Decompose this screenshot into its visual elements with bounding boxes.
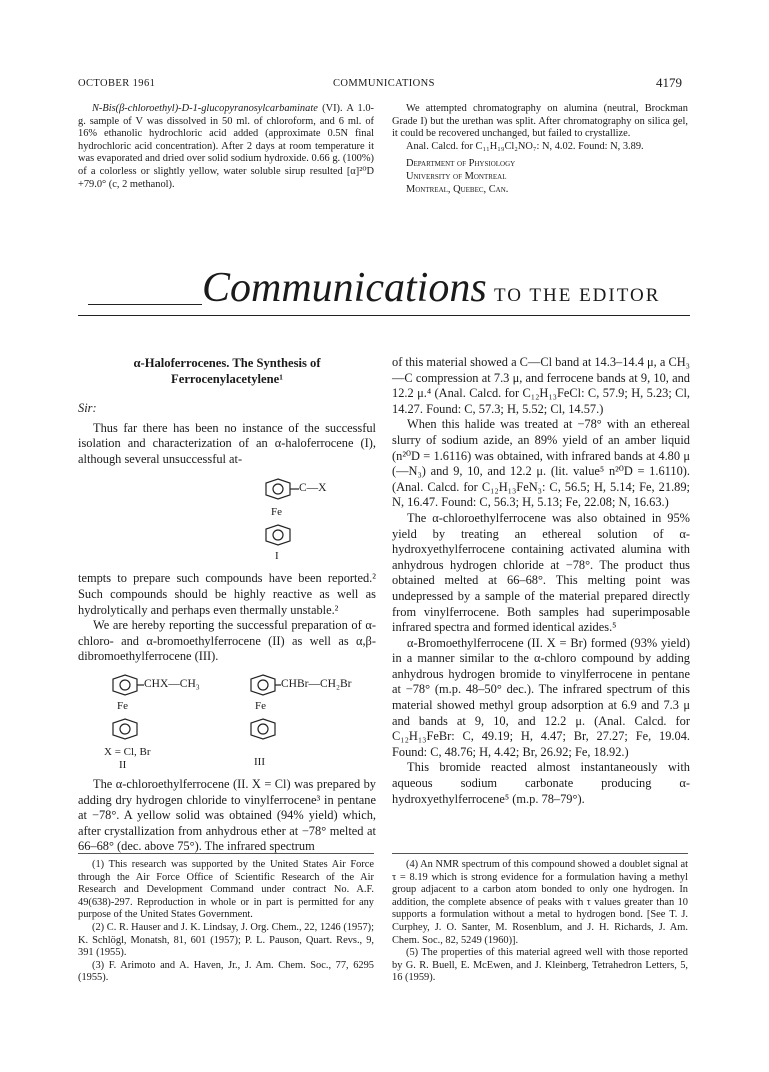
right-column xyxy=(392,355,690,807)
footnote-rule-right xyxy=(392,853,688,854)
banner-title: Communications xyxy=(202,265,487,311)
page-number: 4179 xyxy=(656,75,682,90)
footnotes-right xyxy=(392,859,688,985)
structure-III-fe: Fe xyxy=(255,699,266,712)
top-right-analysis: Anal. Calcd. for C₁₁H₁₉Cl₂NO₇: N, 4.02. Found: N, 3.89. xyxy=(406,140,644,152)
paragraph-1: Thus far there has been no instance of the successful isolation and characterization of an α-haloferrocene (I), although several unsuccessful at- xyxy=(78,420,376,466)
footnotes-left xyxy=(78,859,374,985)
paragraph-r3: The α-chloroethylferrocene was also obtained in 95% yield by treating an ethereal solution of α-hydroxyethylferrocene containing activated alumina with anhydrous hydrogen chloride at −78°. The product thus obtained melted at 66–68°. This melting point was undepressed by a sample of the material prepared directly from vinylferrocene. Both samples had superimposable infrared spectra and formed identical azides.⁵ xyxy=(392,510,690,635)
structures-II-III xyxy=(78,665,376,777)
compound-heading: N-Bis(β-chloroethyl)-D-1-glucopyranosylcarbaminate xyxy=(92,103,318,114)
salutation: Sir: xyxy=(78,401,97,415)
structure-II-substituent: CHX—CH₃ xyxy=(144,677,200,690)
article-title-line2: Ferrocenylacetylene¹ xyxy=(171,372,283,386)
structure-I-label: I xyxy=(275,550,279,563)
article-title-line1: α-Haloferrocenes. The Synthesis of xyxy=(133,356,321,370)
banner-rule-left xyxy=(88,304,202,305)
paragraph-r1: of this material showed a C—Cl band at 14.3–14.4 μ, a CH₃—C compression at 7.3 μ, and ferrocene bands at 9, 10, and 12.2 μ.⁴ (Anal. Calcd. for C₁₂H₁₃FeCl: C, 57.9; H, 5.23; Cl, 14.27. Found: C, 57.3; H, 5.52; Cl, 14.57.) xyxy=(392,355,690,416)
top-left-block xyxy=(78,103,374,191)
ring-bottom xyxy=(266,525,290,545)
running-header-date: OCTOBER 1961 xyxy=(78,78,156,89)
running-header-section: COMMUNICATIONS xyxy=(333,78,435,89)
footnote-3: (3) F. Arimoto and A. Haven, Jr., J. Am. Chem. Soc., 77, 6295 (1955). xyxy=(78,959,374,984)
structure-I xyxy=(78,467,376,571)
structure-II-x-note: X = Cl, Br xyxy=(104,745,151,758)
structure-II-label: II xyxy=(119,758,127,771)
left-column xyxy=(78,355,376,855)
ring-top xyxy=(266,479,290,499)
paragraph-2: We are hereby reporting the successful preparation of α-chloro- and α-bromoethylferrocene (II) as well as α,β-dibromoethylferrocene (III). xyxy=(78,618,376,664)
paragraph-r2: When this halide was treated at −78° with an ethereal slurry of sodium azide, an 89% yield of an amber liquid (n²⁰D = 1.6116) was obtained, with infrared bands at 4.80 μ (—N₃) and 9, 10, and 12.2 μ. (lit. value⁵ n²⁰D = 1.6110). (Anal. Calcd. for C₁₂H₁₃FeN₃: C, 56.5; H, 5.14; Fe, 21.89; N, 16.47. Found: C, 56.3; H, 5.13; Fe, 22.08; N, 16.63.) xyxy=(392,417,690,510)
structure-I-fe: Fe xyxy=(271,506,282,519)
footnote-4: (4) An NMR spectrum of this compound showed a doublet signal at τ = 8.19 which is strong evidence for a formulation having a methyl group adjacent to a carbon atom bonded to only one hydrogen. In addition, the complete absence of peaks with τ values greater than 10 supports a formulation without a metal to hydrogen bond. [See T. J. Curphey, J. O. Santer, M. Rosenblum, and J. H. Richards, J. Am. Chem. Soc., 82, 5249 (1960)]. xyxy=(392,859,688,946)
top-left-body: A 1.0-g. sample of V was dissolved in 50 ml. of chloroform, and 6 ml. of 16% ethanolic hydrochloric acid added (approximate 0.5N final hydrochloric acid concentration). After 2 days at room temperature it was evaporated and dried over solid sodium hydroxide. 0.66 g. (100%) of a colorless or slightly yellow, water soluble sirup resulted [α]²⁰D +79.0° (c, 2 methanol). xyxy=(78,103,374,190)
structure-III-label: III xyxy=(254,755,265,768)
paragraph-r4: α-Bromoethylferrocene (II. X = Br) formed (93% yield) in a manner similar to the α-chloro compound by adding anhydrous hydrogen bromide to vinylferrocene in pentane at −78° (m.p. 48–50° dec.). The infrared spectrum of this material showed methyl group adsorption at 6.9 and 7.3 μ and bands at 9, 10, and 12.2 μ. (Anal. Calcd. for C₁₂H₁₃FeBr: C, 49.19; H, 4.47; Br, 27.27; Fe, 19.04. Found: C, 48.76; H, 4.42; Br, 26.92; Fe, 18.92.) xyxy=(392,635,690,759)
affiliation-department: Department of Physiology xyxy=(406,158,516,170)
paragraph-r5: This bromide reacted almost instantaneously with aqueous sodium carbonate producing α-hydroxyethylferrocene⁵ (m.p. 78–79°). xyxy=(392,760,690,806)
paragraph-1-cont: tempts to prepare such compounds have been reported.² Such compounds should be highly reactive as well as hydrolytically and perhaps even thermally unstable.² xyxy=(78,571,376,617)
structure-II-fe: Fe xyxy=(117,699,128,712)
footnote-1: (1) This research was supported by the United States Air Force through the Air Force Office of Scientific Research of the Air Research and Development Command under contract No. A.F. 49(638)-297. Reproduction in whole or in part is permitted for any purpose of the United States Government. xyxy=(78,859,374,921)
footnote-5: (5) The properties of this material agreed well with those reported by G. R. Buell, E. McEwen, and J. Kleinberg, Tetrahedron Letters, 5, 16 (1959). xyxy=(392,947,688,984)
compound-heading-number: (VI). xyxy=(317,103,343,114)
paragraph-3: The α-chloroethylferrocene (II. X = Cl) was prepared by adding dry hydrogen chloride to vinylferrocene³ in pentane at −78°. A yellow solid was obtained (94% yield) which, after crystallization from anhydrous ether at −78° melted at 66–68° (dec. above 75°). The infrared spectrum xyxy=(78,776,376,854)
structure-I-drawing xyxy=(78,467,376,571)
structure-III-substituent: CHBr—CH₂Br xyxy=(281,677,352,690)
banner-subtitle: TO THE EDITOR xyxy=(494,285,661,306)
top-right-body: We attempted chromatography on alumina (neutral, Brockman Grade I) but the urethan was split. After chromatography on silica gel, it could be recovered unchanged, but failed to crystallize. xyxy=(392,103,688,140)
structure-I-substituent: C—X xyxy=(299,482,327,495)
affiliation-university: University of Montreal xyxy=(406,170,507,182)
footnote-rule-left xyxy=(78,853,374,854)
banner-rule-bottom xyxy=(78,315,690,316)
top-right-block xyxy=(392,103,688,196)
footnote-2: (2) C. R. Hauser and J. K. Lindsay, J. Org. Chem., 22, 1246 (1957); K. Schlögl, Monatsh, 81, 601 (1957); P. L. Pauson, Quart. Revs., 9, 391 (1955). xyxy=(78,921,374,959)
affiliation-city: Montreal, Quebec, Can. xyxy=(406,183,509,195)
